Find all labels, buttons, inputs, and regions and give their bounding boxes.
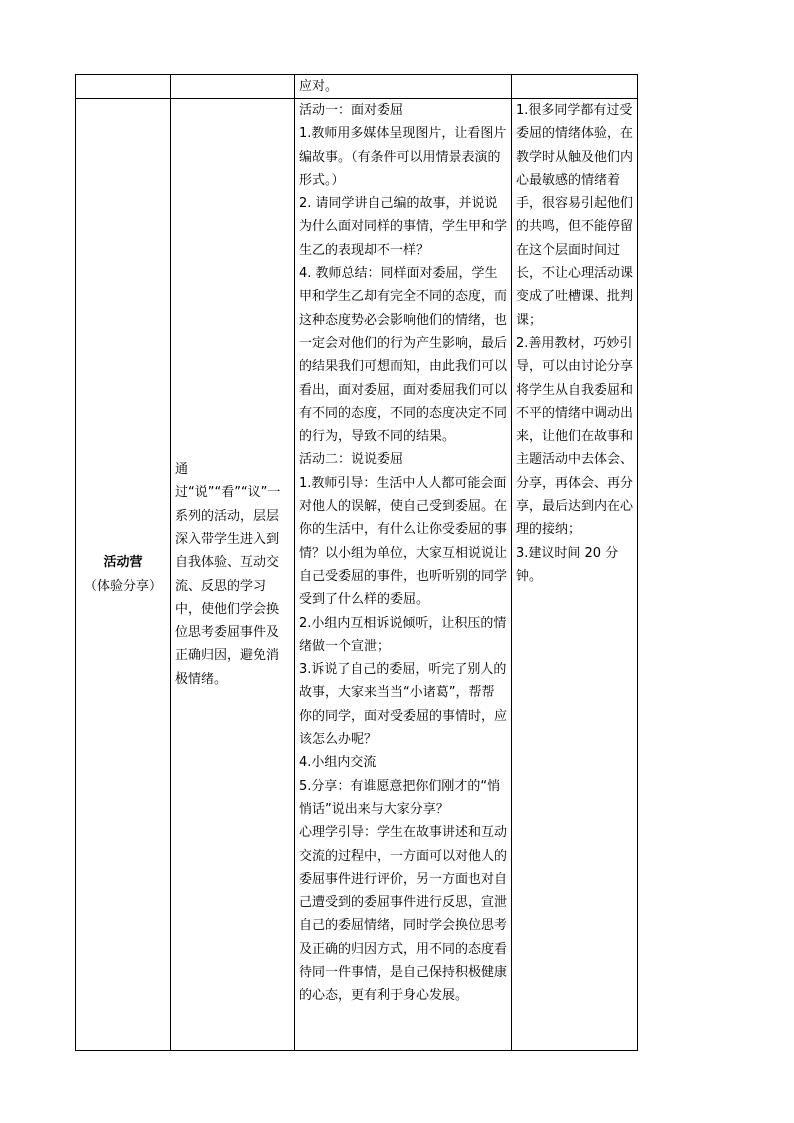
table-row <box>76 75 638 99</box>
activity-line: 4. 教师总结：同样面对委屈，学生甲和学生乙却有完全不同的态度，而这种态度势必会影响他们的情绪，也一定会对他们的行为产生影响，最后的结果我们可想而知，由此我们可以看出，面对委屈，面对委屈我们可以有不同的态度，不同的态度决定不同的行为，导致不同的结果。 <box>299 266 508 445</box>
activity-line: 2. 请同学讲自己编的故事，并说说为什么面对同样的事情，学生甲和学生乙的表现却不一样？ <box>299 196 508 258</box>
activity-line: 3.诉说了自己的委屈，听完了别人的故事，大家来当当“小诸葛”，帮帮你的同学，面对受委屈的事情时，应该怎么办呢？ <box>299 662 508 748</box>
notes-cell <box>512 99 638 1051</box>
goal-text: 通过“说”“看”“议”一系列的活动，层层深入带学生进入到自我体验、互动交流、反思的学习中，使他们学会换位思考委屈事件及正确归因，避免消极情绪。 <box>175 462 281 687</box>
activity-line: 5.分享：有谁愿意把你们刚才的“悄悄话”说出来与大家分享？ <box>299 778 501 817</box>
continued-text-cell: 应对。 <box>295 75 512 99</box>
activity-line: 2.小组内互相诉说倾听，让积压的情绪做一个宣泄； <box>299 615 507 654</box>
activity-line: 4.小组内交流 <box>299 755 377 771</box>
activity-line: 1.教师引导：生活中人人都可能会面对他人的误解，使自己受到委屈。在你的生活中，有什么让你受委屈的事情？以小组为单位，大家互相说说让自己受委屈的事件，也听听别的同学受到了什么样的委屈。 <box>299 475 508 608</box>
activity-line: 心理学引导：学生在故事讲述和互动交流的过程中，一方面可以对他人的委屈事件进行评价，另一方面也对自己遭受到的委屈事件进行反思，宣泄自己的委屈情绪，同时学会换位思考及正确的归因方式，用不同的态度看待同一件事情，是自己保持积极健康的心态，更有利于身心发展。 <box>299 825 508 1004</box>
empty-cell <box>512 75 638 99</box>
activities-cell <box>295 99 512 1051</box>
stage-title: 活动营 <box>103 555 143 571</box>
stage-subtitle: （体验分享） <box>83 578 162 594</box>
table-row <box>76 99 638 1051</box>
activity-line: 1.教师用多媒体呈现图片，让看图片编故事。（有条件可以用情景表演的形式。） <box>299 126 507 188</box>
goal-cell <box>171 99 295 1051</box>
stage-label-cell <box>76 99 171 1051</box>
lesson-plan-table <box>75 74 638 1051</box>
note-line: 1.很多同学都有过受委屈的情绪体验，在教学时从触及他们内心最敏感的情绪着手，很容易引起他们的共鸣，但不能停留在这个层面时间过长，不让心理活动课变成了吐槽课、批判课； <box>516 103 634 328</box>
empty-cell <box>76 75 171 99</box>
activity-line: 活动一：面对委屈 <box>299 103 404 118</box>
empty-cell <box>171 75 295 99</box>
note-line: 2.善用教材，巧妙引导，可以由讨论分享将学生从自我委屈和不平的情绪中调动出来，让他们在故事和主题活动中去体会、分享，再体会、再分享，最后达到内在心理的接纳； <box>516 335 634 538</box>
note-line: 3.建议时间 20 分钟。 <box>516 545 619 584</box>
activity-line: 活动二：说说委屈 <box>299 452 404 468</box>
